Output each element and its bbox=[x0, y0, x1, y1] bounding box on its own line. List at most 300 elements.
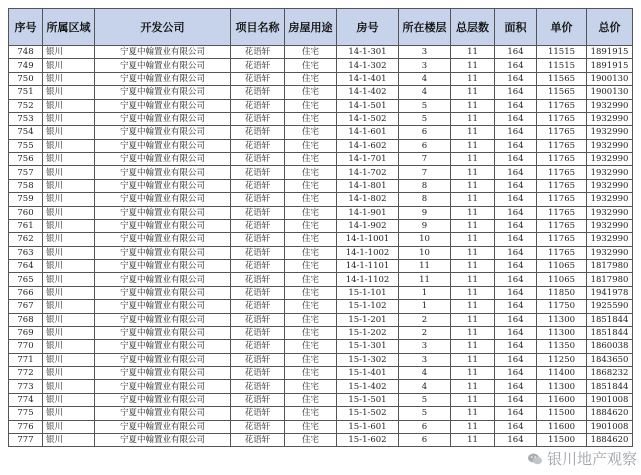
cell-developer: 宁夏中翰置业有限公司 bbox=[95, 46, 231, 59]
cell-developer: 宁夏中翰置业有限公司 bbox=[95, 326, 231, 339]
cell-unit: 14-1-601 bbox=[337, 126, 399, 139]
cell-unit-price: 11765 bbox=[537, 126, 587, 139]
cell-project: 花语轩 bbox=[231, 260, 285, 273]
cell-floor: 3 bbox=[399, 340, 451, 353]
cell-project: 花语轩 bbox=[231, 166, 285, 179]
cell-area: 164 bbox=[495, 420, 537, 433]
cell-usage: 住宅 bbox=[285, 99, 337, 112]
cell-developer: 宁夏中翰置业有限公司 bbox=[95, 179, 231, 192]
cell-usage: 住宅 bbox=[285, 179, 337, 192]
cell-unit: 14-1-602 bbox=[337, 139, 399, 152]
cell-unit-price: 11765 bbox=[537, 112, 587, 125]
table-row bbox=[9, 219, 633, 232]
cell-total-floors: 11 bbox=[451, 433, 495, 446]
cell-floor: 1 bbox=[399, 286, 451, 299]
cell-district: 银川 bbox=[43, 380, 95, 393]
cell-area: 164 bbox=[495, 139, 537, 152]
cell-unit: 15-1-402 bbox=[337, 380, 399, 393]
cell-total-price: 1932990 bbox=[587, 233, 633, 246]
cell-unit: 14-1-1002 bbox=[337, 246, 399, 259]
cell-area: 164 bbox=[495, 86, 537, 99]
cell-floor: 4 bbox=[399, 72, 451, 85]
cell-usage: 住宅 bbox=[285, 219, 337, 232]
cell-floor: 3 bbox=[399, 46, 451, 59]
cell-total-floors: 11 bbox=[451, 340, 495, 353]
table-row bbox=[9, 179, 633, 192]
cell-unit: 15-1-302 bbox=[337, 353, 399, 366]
cell-unit: 14-1-1102 bbox=[337, 273, 399, 286]
cell-floor: 2 bbox=[399, 313, 451, 326]
cell-floor: 4 bbox=[399, 380, 451, 393]
cell-district: 银川 bbox=[43, 233, 95, 246]
cell-area: 164 bbox=[495, 300, 537, 313]
cell-district: 银川 bbox=[43, 420, 95, 433]
cell-district: 银川 bbox=[43, 260, 95, 273]
cell-district: 银川 bbox=[43, 393, 95, 406]
cell-project: 花语轩 bbox=[231, 233, 285, 246]
cell-usage: 住宅 bbox=[285, 72, 337, 85]
cell-total-floors: 11 bbox=[451, 380, 495, 393]
cell-usage: 住宅 bbox=[285, 86, 337, 99]
cell-total-price: 1932990 bbox=[587, 112, 633, 125]
cell-project: 花语轩 bbox=[231, 86, 285, 99]
cell-unit: 14-1-902 bbox=[337, 219, 399, 232]
cell-total-floors: 11 bbox=[451, 59, 495, 72]
cell-area: 164 bbox=[495, 246, 537, 259]
cell-usage: 住宅 bbox=[285, 273, 337, 286]
cell-unit: 15-1-602 bbox=[337, 433, 399, 446]
table-row bbox=[9, 420, 633, 433]
cell-district: 银川 bbox=[43, 407, 95, 420]
cell-unit: 14-1-301 bbox=[337, 46, 399, 59]
cell-area: 164 bbox=[495, 193, 537, 206]
cell-developer: 宁夏中翰置业有限公司 bbox=[95, 86, 231, 99]
cell-floor: 10 bbox=[399, 246, 451, 259]
cell-unit: 15-1-201 bbox=[337, 313, 399, 326]
cell-total-price: 1932990 bbox=[587, 246, 633, 259]
cell-unit-price: 11300 bbox=[537, 313, 587, 326]
header-index: 序号 bbox=[9, 9, 43, 46]
cell-total-floors: 11 bbox=[451, 286, 495, 299]
header-district: 所属区域 bbox=[43, 9, 95, 46]
cell-total-price: 1941978 bbox=[587, 286, 633, 299]
table-row bbox=[9, 166, 633, 179]
cell-unit: 14-1-502 bbox=[337, 112, 399, 125]
cell-floor: 4 bbox=[399, 86, 451, 99]
cell-district: 银川 bbox=[43, 313, 95, 326]
cell-developer: 宁夏中翰置业有限公司 bbox=[95, 300, 231, 313]
cell-index: 752 bbox=[9, 99, 43, 112]
cell-unit-price: 11065 bbox=[537, 273, 587, 286]
cell-usage: 住宅 bbox=[285, 380, 337, 393]
cell-usage: 住宅 bbox=[285, 112, 337, 125]
cell-unit: 14-1-801 bbox=[337, 179, 399, 192]
cell-district: 银川 bbox=[43, 86, 95, 99]
table-row bbox=[9, 112, 633, 125]
cell-unit-price: 11565 bbox=[537, 72, 587, 85]
table-row bbox=[9, 153, 633, 166]
cell-developer: 宁夏中翰置业有限公司 bbox=[95, 233, 231, 246]
cell-area: 164 bbox=[495, 233, 537, 246]
cell-total-floors: 11 bbox=[451, 112, 495, 125]
cell-total-price: 1901008 bbox=[587, 420, 633, 433]
cell-floor: 8 bbox=[399, 179, 451, 192]
cell-total-price: 1932990 bbox=[587, 206, 633, 219]
cell-total-floors: 11 bbox=[451, 46, 495, 59]
cell-area: 164 bbox=[495, 286, 537, 299]
cell-area: 164 bbox=[495, 353, 537, 366]
cell-total-floors: 11 bbox=[451, 326, 495, 339]
cell-developer: 宁夏中翰置业有限公司 bbox=[95, 126, 231, 139]
cell-district: 银川 bbox=[43, 112, 95, 125]
cell-usage: 住宅 bbox=[285, 260, 337, 273]
cell-total-floors: 11 bbox=[451, 300, 495, 313]
cell-developer: 宁夏中翰置业有限公司 bbox=[95, 260, 231, 273]
cell-total-price: 1884620 bbox=[587, 407, 633, 420]
cell-developer: 宁夏中翰置业有限公司 bbox=[95, 112, 231, 125]
cell-unit-price: 11515 bbox=[537, 46, 587, 59]
cell-total-price: 1817980 bbox=[587, 260, 633, 273]
cell-project: 花语轩 bbox=[231, 393, 285, 406]
cell-area: 164 bbox=[495, 407, 537, 420]
cell-project: 花语轩 bbox=[231, 46, 285, 59]
cell-unit: 14-1-702 bbox=[337, 166, 399, 179]
cell-floor: 10 bbox=[399, 233, 451, 246]
cell-area: 164 bbox=[495, 367, 537, 380]
cell-project: 花语轩 bbox=[231, 153, 285, 166]
table-row bbox=[9, 367, 633, 380]
header-unit: 房号 bbox=[337, 9, 399, 46]
cell-area: 164 bbox=[495, 179, 537, 192]
cell-area: 164 bbox=[495, 340, 537, 353]
cell-district: 银川 bbox=[43, 166, 95, 179]
cell-project: 花语轩 bbox=[231, 420, 285, 433]
cell-unit-price: 11765 bbox=[537, 206, 587, 219]
cell-index: 767 bbox=[9, 300, 43, 313]
cell-developer: 宁夏中翰置业有限公司 bbox=[95, 153, 231, 166]
table-row bbox=[9, 99, 633, 112]
cell-usage: 住宅 bbox=[285, 286, 337, 299]
cell-project: 花语轩 bbox=[231, 353, 285, 366]
cell-index: 758 bbox=[9, 179, 43, 192]
cell-unit: 14-1-402 bbox=[337, 86, 399, 99]
cell-unit-price: 11600 bbox=[537, 420, 587, 433]
cell-index: 761 bbox=[9, 219, 43, 232]
cell-total-price: 1932990 bbox=[587, 166, 633, 179]
cell-index: 753 bbox=[9, 112, 43, 125]
cell-index: 770 bbox=[9, 340, 43, 353]
table-row bbox=[9, 72, 633, 85]
cell-total-price: 1891915 bbox=[587, 46, 633, 59]
table-row bbox=[9, 407, 633, 420]
cell-total-floors: 11 bbox=[451, 353, 495, 366]
cell-project: 花语轩 bbox=[231, 126, 285, 139]
cell-unit-price: 11300 bbox=[537, 380, 587, 393]
cell-total-price: 1932990 bbox=[587, 219, 633, 232]
cell-developer: 宁夏中翰置业有限公司 bbox=[95, 139, 231, 152]
cell-floor: 6 bbox=[399, 126, 451, 139]
cell-floor: 2 bbox=[399, 326, 451, 339]
header-developer: 开发公司 bbox=[95, 9, 231, 46]
cell-area: 164 bbox=[495, 326, 537, 339]
cell-total-floors: 11 bbox=[451, 126, 495, 139]
cell-unit-price: 11500 bbox=[537, 433, 587, 446]
cell-unit-price: 11765 bbox=[537, 99, 587, 112]
cell-project: 花语轩 bbox=[231, 139, 285, 152]
cell-developer: 宁夏中翰置业有限公司 bbox=[95, 433, 231, 446]
table-row bbox=[9, 353, 633, 366]
cell-unit: 14-1-701 bbox=[337, 153, 399, 166]
cell-area: 164 bbox=[495, 166, 537, 179]
cell-project: 花语轩 bbox=[231, 206, 285, 219]
cell-floor: 5 bbox=[399, 99, 451, 112]
cell-project: 花语轩 bbox=[231, 219, 285, 232]
cell-total-price: 1932990 bbox=[587, 153, 633, 166]
table-row bbox=[9, 340, 633, 353]
cell-district: 银川 bbox=[43, 139, 95, 152]
cell-total-floors: 11 bbox=[451, 166, 495, 179]
cell-area: 164 bbox=[495, 72, 537, 85]
cell-usage: 住宅 bbox=[285, 206, 337, 219]
cell-unit-price: 11765 bbox=[537, 193, 587, 206]
cell-usage: 住宅 bbox=[285, 46, 337, 59]
cell-area: 164 bbox=[495, 99, 537, 112]
cell-index: 773 bbox=[9, 380, 43, 393]
cell-area: 164 bbox=[495, 46, 537, 59]
cell-unit: 15-1-301 bbox=[337, 340, 399, 353]
table-row bbox=[9, 139, 633, 152]
cell-total-price: 1851844 bbox=[587, 380, 633, 393]
cell-total-price: 1868232 bbox=[587, 367, 633, 380]
cell-area: 164 bbox=[495, 380, 537, 393]
cell-district: 银川 bbox=[43, 193, 95, 206]
cell-floor: 9 bbox=[399, 219, 451, 232]
cell-project: 花语轩 bbox=[231, 380, 285, 393]
cell-unit: 14-1-302 bbox=[337, 59, 399, 72]
cell-total-price: 1932990 bbox=[587, 193, 633, 206]
cell-unit-price: 11400 bbox=[537, 367, 587, 380]
cell-floor: 1 bbox=[399, 300, 451, 313]
cell-floor: 6 bbox=[399, 139, 451, 152]
cell-total-price: 1932990 bbox=[587, 139, 633, 152]
cell-index: 750 bbox=[9, 72, 43, 85]
cell-total-floors: 11 bbox=[451, 193, 495, 206]
cell-project: 花语轩 bbox=[231, 326, 285, 339]
cell-project: 花语轩 bbox=[231, 286, 285, 299]
cell-unit: 15-1-401 bbox=[337, 367, 399, 380]
cell-developer: 宁夏中翰置业有限公司 bbox=[95, 99, 231, 112]
watermark bbox=[527, 448, 637, 469]
cell-total-floors: 11 bbox=[451, 153, 495, 166]
cell-unit-price: 11600 bbox=[537, 393, 587, 406]
cell-usage: 住宅 bbox=[285, 433, 337, 446]
cell-unit: 14-1-401 bbox=[337, 72, 399, 85]
cell-unit-price: 11565 bbox=[537, 86, 587, 99]
cell-index: 765 bbox=[9, 273, 43, 286]
cell-usage: 住宅 bbox=[285, 300, 337, 313]
cell-usage: 住宅 bbox=[285, 126, 337, 139]
cell-usage: 住宅 bbox=[285, 233, 337, 246]
cell-total-price: 1891915 bbox=[587, 59, 633, 72]
cell-area: 164 bbox=[495, 126, 537, 139]
cell-total-price: 1925590 bbox=[587, 300, 633, 313]
header-area: 面积 bbox=[495, 9, 537, 46]
cell-developer: 宁夏中翰置业有限公司 bbox=[95, 193, 231, 206]
cell-unit: 14-1-901 bbox=[337, 206, 399, 219]
table-row bbox=[9, 246, 633, 259]
cell-unit-price: 11750 bbox=[537, 300, 587, 313]
cell-total-floors: 11 bbox=[451, 72, 495, 85]
cell-total-price: 1901008 bbox=[587, 393, 633, 406]
cell-total-price: 1851844 bbox=[587, 313, 633, 326]
cell-unit: 15-1-102 bbox=[337, 300, 399, 313]
cell-unit-price: 11765 bbox=[537, 179, 587, 192]
cell-developer: 宁夏中翰置业有限公司 bbox=[95, 407, 231, 420]
cell-index: 766 bbox=[9, 286, 43, 299]
cell-unit: 15-1-101 bbox=[337, 286, 399, 299]
cell-developer: 宁夏中翰置业有限公司 bbox=[95, 353, 231, 366]
cell-district: 银川 bbox=[43, 206, 95, 219]
cell-usage: 住宅 bbox=[285, 246, 337, 259]
cell-usage: 住宅 bbox=[285, 193, 337, 206]
cell-project: 花语轩 bbox=[231, 433, 285, 446]
cell-project: 花语轩 bbox=[231, 72, 285, 85]
cell-index: 768 bbox=[9, 313, 43, 326]
cell-usage: 住宅 bbox=[285, 353, 337, 366]
cell-total-floors: 11 bbox=[451, 407, 495, 420]
cell-district: 银川 bbox=[43, 153, 95, 166]
cell-index: 763 bbox=[9, 246, 43, 259]
cell-floor: 11 bbox=[399, 260, 451, 273]
table-header-row bbox=[9, 9, 633, 46]
cell-index: 776 bbox=[9, 420, 43, 433]
cell-total-price: 1843650 bbox=[587, 353, 633, 366]
cell-district: 银川 bbox=[43, 340, 95, 353]
cell-unit: 15-1-601 bbox=[337, 420, 399, 433]
cell-index: 775 bbox=[9, 407, 43, 420]
table-row bbox=[9, 300, 633, 313]
table-row bbox=[9, 286, 633, 299]
cell-index: 754 bbox=[9, 126, 43, 139]
header-usage: 房屋用途 bbox=[285, 9, 337, 46]
cell-index: 749 bbox=[9, 59, 43, 72]
cell-usage: 住宅 bbox=[285, 340, 337, 353]
cell-district: 银川 bbox=[43, 353, 95, 366]
wechat-icon bbox=[527, 451, 543, 467]
header-total-floors: 总层数 bbox=[451, 9, 495, 46]
cell-index: 759 bbox=[9, 193, 43, 206]
cell-unit-price: 11515 bbox=[537, 59, 587, 72]
cell-developer: 宁夏中翰置业有限公司 bbox=[95, 367, 231, 380]
cell-floor: 3 bbox=[399, 59, 451, 72]
cell-area: 164 bbox=[495, 206, 537, 219]
cell-area: 164 bbox=[495, 59, 537, 72]
cell-unit-price: 11765 bbox=[537, 233, 587, 246]
cell-usage: 住宅 bbox=[285, 367, 337, 380]
cell-unit-price: 11300 bbox=[537, 326, 587, 339]
cell-project: 花语轩 bbox=[231, 300, 285, 313]
cell-unit: 14-1-1101 bbox=[337, 260, 399, 273]
cell-developer: 宁夏中翰置业有限公司 bbox=[95, 420, 231, 433]
cell-unit-price: 11850 bbox=[537, 286, 587, 299]
cell-floor: 11 bbox=[399, 273, 451, 286]
cell-unit-price: 11065 bbox=[537, 260, 587, 273]
cell-floor: 5 bbox=[399, 407, 451, 420]
cell-total-price: 1900130 bbox=[587, 86, 633, 99]
cell-district: 银川 bbox=[43, 219, 95, 232]
cell-developer: 宁夏中翰置业有限公司 bbox=[95, 393, 231, 406]
cell-floor: 6 bbox=[399, 433, 451, 446]
cell-unit: 14-1-802 bbox=[337, 193, 399, 206]
cell-district: 银川 bbox=[43, 72, 95, 85]
cell-area: 164 bbox=[495, 433, 537, 446]
cell-index: 755 bbox=[9, 139, 43, 152]
cell-total-floors: 11 bbox=[451, 179, 495, 192]
cell-unit-price: 11765 bbox=[537, 139, 587, 152]
cell-district: 银川 bbox=[43, 59, 95, 72]
cell-project: 花语轩 bbox=[231, 340, 285, 353]
cell-area: 164 bbox=[495, 260, 537, 273]
header-total-price: 总价 bbox=[587, 9, 633, 46]
cell-total-floors: 11 bbox=[451, 219, 495, 232]
cell-usage: 住宅 bbox=[285, 139, 337, 152]
cell-area: 164 bbox=[495, 112, 537, 125]
table-row bbox=[9, 393, 633, 406]
cell-district: 银川 bbox=[43, 99, 95, 112]
cell-total-floors: 11 bbox=[451, 206, 495, 219]
cell-project: 花语轩 bbox=[231, 179, 285, 192]
cell-index: 771 bbox=[9, 353, 43, 366]
cell-total-price: 1900130 bbox=[587, 72, 633, 85]
cell-district: 银川 bbox=[43, 246, 95, 259]
cell-usage: 住宅 bbox=[285, 420, 337, 433]
table-row bbox=[9, 326, 633, 339]
cell-district: 银川 bbox=[43, 433, 95, 446]
cell-developer: 宁夏中翰置业有限公司 bbox=[95, 166, 231, 179]
cell-developer: 宁夏中翰置业有限公司 bbox=[95, 313, 231, 326]
table-row bbox=[9, 313, 633, 326]
cell-area: 164 bbox=[495, 393, 537, 406]
cell-unit-price: 11765 bbox=[537, 246, 587, 259]
cell-project: 花语轩 bbox=[231, 367, 285, 380]
cell-total-floors: 11 bbox=[451, 420, 495, 433]
cell-usage: 住宅 bbox=[285, 153, 337, 166]
cell-index: 756 bbox=[9, 153, 43, 166]
cell-total-floors: 11 bbox=[451, 367, 495, 380]
cell-developer: 宁夏中翰置业有限公司 bbox=[95, 286, 231, 299]
cell-district: 银川 bbox=[43, 326, 95, 339]
cell-district: 银川 bbox=[43, 273, 95, 286]
cell-total-price: 1932990 bbox=[587, 179, 633, 192]
cell-unit: 15-1-202 bbox=[337, 326, 399, 339]
table-row bbox=[9, 86, 633, 99]
cell-project: 花语轩 bbox=[231, 99, 285, 112]
cell-total-floors: 11 bbox=[451, 273, 495, 286]
table-row bbox=[9, 193, 633, 206]
watermark-text: 银川地产观察 bbox=[546, 450, 637, 468]
cell-index: 769 bbox=[9, 326, 43, 339]
cell-developer: 宁夏中翰置业有限公司 bbox=[95, 340, 231, 353]
header-project: 项目名称 bbox=[231, 9, 285, 46]
cell-floor: 8 bbox=[399, 193, 451, 206]
cell-project: 花语轩 bbox=[231, 407, 285, 420]
cell-total-floors: 11 bbox=[451, 246, 495, 259]
cell-total-floors: 11 bbox=[451, 233, 495, 246]
cell-index: 774 bbox=[9, 393, 43, 406]
cell-total-price: 1932990 bbox=[587, 99, 633, 112]
table-row bbox=[9, 46, 633, 59]
cell-project: 花语轩 bbox=[231, 273, 285, 286]
